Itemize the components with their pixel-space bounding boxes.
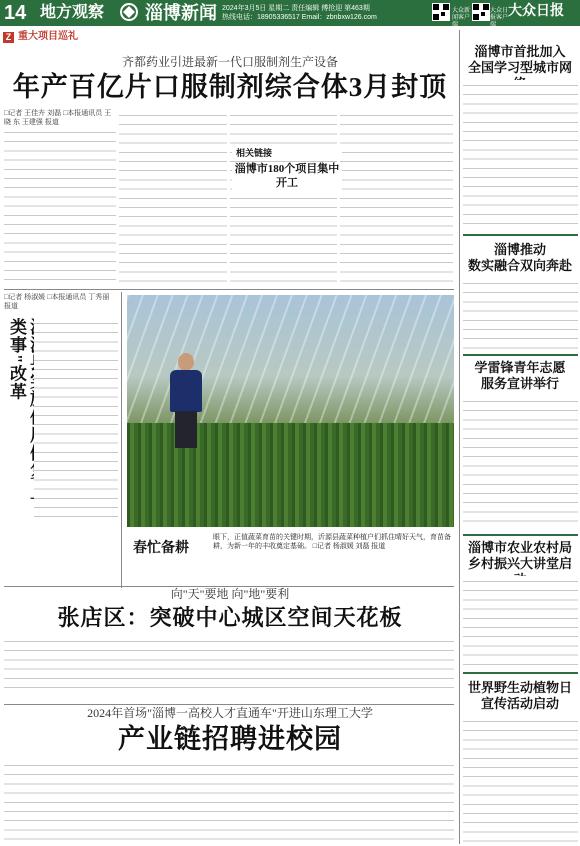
column-label [3, 30, 78, 44]
lead-kicker: 齐都药业引进最新一代口服制剂生产设备 [121, 55, 338, 69]
column-name: 重大项目巡礼 [18, 31, 78, 42]
sidebar-item-3-line2: 服务宣讲举行 [480, 376, 559, 391]
sidebar-item-2-title [462, 242, 578, 274]
divider [463, 534, 578, 536]
bottom-headline: 产业链招聘进校园 [118, 724, 342, 754]
divider [463, 354, 578, 356]
lead-body-col4 [340, 110, 453, 287]
sidebar-item-3-line1: 学雷锋青年志愿 [474, 360, 566, 375]
lead-body-col3 [230, 110, 337, 287]
brand-title: 淄博新闻 [145, 3, 217, 23]
sidebar-item-5-line1: 世界野生动植物日 [467, 680, 572, 695]
masthead: 大众日报 [508, 4, 564, 19]
sidebar-item-1-line1: 淄博市首批加入 [474, 44, 566, 59]
divider [4, 289, 454, 290]
sidebar-item-5-title [462, 680, 578, 712]
qr2-caption: 大众日报客户端 [490, 8, 509, 28]
photo-caption-text: 眼下，正值蔬菜育苗的关键时期，沂源县蔬菜种植户们抓住晴好天气，育苗备耕，为新一年的丰收奠定基础。 □记者 杨淑媛 刘磊 报道 [213, 533, 451, 550]
sidebar-item-4-line1: 淄博市农业农村局 [467, 540, 572, 555]
sidebar-item-4-body [463, 576, 578, 668]
left-story-headline: 类事"改革 [7, 318, 26, 401]
left-story-byline: □记者 杨淑媛 □本报通讯员 丁秀丽 报道 [4, 294, 110, 310]
sidebar-item-1-line2: 全国学习型城市网 [467, 60, 572, 75]
header-contact: 热线电话：18905336517 Email：zbnbxw126.com [222, 14, 377, 21]
bottom-body [4, 760, 454, 844]
left-story-body [34, 318, 118, 518]
middle-headline: 张店区：突破中心城区空间天花板 [57, 605, 403, 630]
sidebar-item-5-body [463, 716, 578, 844]
sidebar-item-3-title [462, 360, 578, 392]
sidebar-item-2-line1: 淄博推动 [493, 242, 546, 257]
page-header [0, 0, 580, 26]
sidebar-item-2-body [463, 278, 578, 350]
bottom-kicker: 2024年首场"淄博一高校人才直通车"开进山东理工大学 [87, 706, 373, 720]
column-icon: Z [3, 32, 14, 43]
sidebar-item-5-line2: 宣传活动启动 [480, 696, 559, 711]
header-date-editor: 2024年3月5日 星期二 责任编辑 傅抢迎 第463期 [222, 5, 370, 12]
related-link-label: 相关链接 [232, 148, 342, 159]
sidebar-item-4-line2: 乡村振兴大讲堂启 [467, 556, 572, 571]
feature-photo [127, 295, 454, 527]
middle-kicker: 向"天"要地 向"地"要利 [170, 587, 290, 601]
newspaper-logo-icon [118, 2, 140, 22]
divider [463, 672, 578, 674]
lead-byline: □记者 王佳卉 刘磊 □本报通讯员 王晓 东 王建强 报道 [4, 110, 112, 126]
farmer-figure [167, 353, 205, 448]
sidebar-item-3-body [463, 396, 578, 530]
divider [4, 704, 454, 705]
qr-code-icon [472, 3, 490, 21]
divider [121, 292, 122, 588]
section-name: 地方观察 [40, 4, 105, 21]
related-link-title: 淄博市180个项目集中开工 [232, 162, 342, 190]
lead-body-col2 [119, 110, 227, 287]
middle-body [4, 636, 454, 694]
sidebar-item-2-line2: 数实融合双向奔赴 [467, 258, 572, 273]
lead-body-col1 [4, 127, 116, 287]
divider [463, 234, 578, 236]
qr-code-icon [432, 3, 450, 21]
qr1-caption: 大众新闻客户端 [452, 8, 471, 28]
lead-headline: 年产百亿片口服制剂综合体3月封顶 [12, 72, 448, 102]
photo-caption-title: 春忙备耕 [133, 541, 189, 556]
sidebar-divider [459, 30, 460, 844]
page-number: 14 [4, 2, 27, 24]
header-meta [222, 4, 377, 22]
related-link-box [232, 148, 342, 190]
sidebar-item-1-body [463, 80, 578, 230]
